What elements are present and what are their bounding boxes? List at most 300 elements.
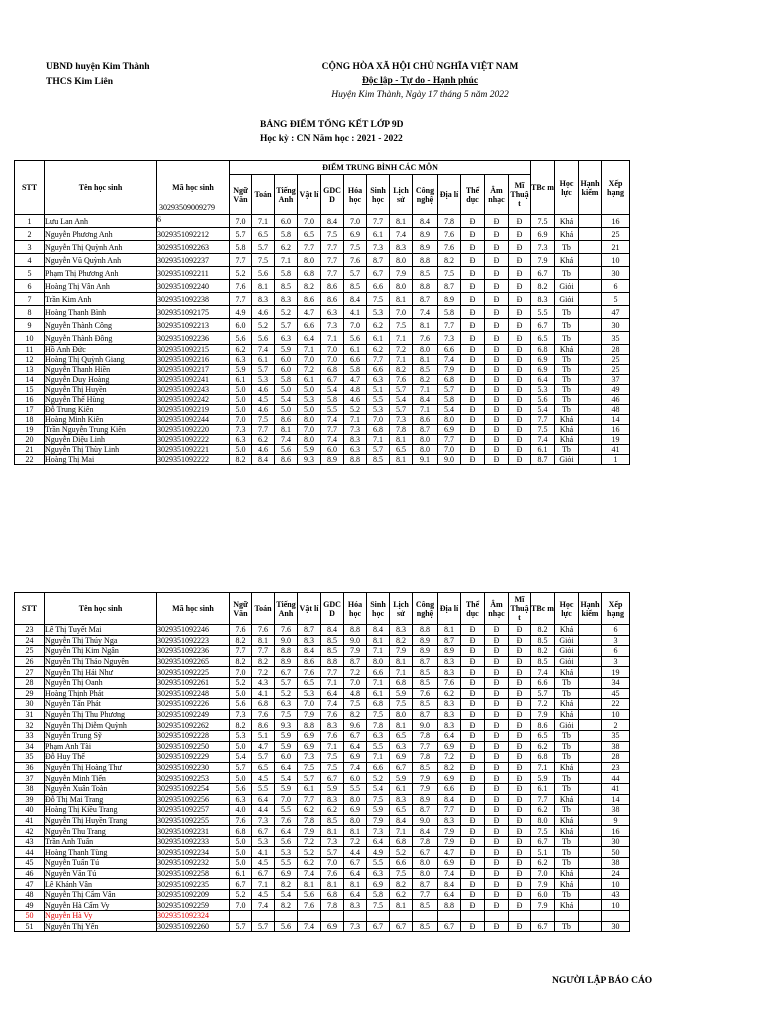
cell-value: 8.9 [413, 794, 438, 805]
cell-value: 6.7 [390, 762, 413, 773]
cell-value: 7.9 [298, 709, 321, 720]
cell-value: Khá [555, 900, 579, 911]
cell-value: 8.2 [531, 280, 555, 293]
cell-value: 9.0 [275, 635, 298, 646]
table-row [15, 280, 630, 293]
cell-value: 6.7 [252, 868, 275, 879]
cell-code: 3029351092260 [157, 921, 230, 932]
cell-name: Lê Khánh Vân [45, 879, 157, 890]
cell-code: 6 30293509009279 [157, 215, 230, 228]
cell-value: 6.9 [367, 879, 390, 890]
cell-value: 5.0 [230, 385, 252, 395]
cell-value: 7.4 [252, 900, 275, 911]
cell-value: 6.4 [344, 868, 367, 879]
cell-code: 3029351092228 [157, 730, 230, 741]
cell-code: 3029351092255 [157, 815, 230, 826]
cell-value [579, 385, 602, 395]
cell-value: 5.3 [230, 730, 252, 741]
cell-value: Đ [509, 699, 531, 710]
cell-code: 3029351092238 [157, 293, 230, 306]
cell-value: 8.1 [390, 656, 413, 667]
cell-value: 7.3 [230, 425, 252, 435]
cell-value: Đ [485, 332, 509, 345]
cell-value: 7.2 [252, 667, 275, 678]
cell-code: 3029351092223 [157, 635, 230, 646]
cell-value: 5.9 [275, 783, 298, 794]
cell-value: 8.2 [390, 879, 413, 890]
cell-value: 5.7 [252, 241, 275, 254]
col-header-stt: STT [15, 161, 45, 215]
cell-stt: 12 [15, 355, 45, 365]
cell-name: Hoàng Thị Mai [45, 455, 157, 465]
cell-value: 4.1 [252, 688, 275, 699]
cell-value: 5.6 [531, 395, 555, 405]
cell-value: 8.5 [413, 365, 438, 375]
cell-value: 5.2 [344, 405, 367, 415]
cell-value: 7.9 [531, 254, 555, 267]
cell-value: 5.5 [275, 805, 298, 816]
table-row [15, 794, 630, 805]
cell-value [579, 730, 602, 741]
col-header-subject: Ngữ Văn [230, 175, 252, 215]
cell-name: Nguyễn Thị Hoàng Thư [45, 762, 157, 773]
cell-value: 6.6 [390, 858, 413, 869]
cell-name: Nguyễn Trung Sỹ [45, 730, 157, 741]
report-signature-label: NGƯỜI LẬP BÁO CÁO [552, 976, 653, 986]
cell-stt: 51 [15, 921, 45, 932]
cell-value: 7.7 [298, 241, 321, 254]
cell-value: Giỏi [555, 635, 579, 646]
cell-value: Đ [509, 826, 531, 837]
cell-value: Đ [509, 836, 531, 847]
cell-value: 5.6 [344, 332, 367, 345]
col-header-subject: GDC D [321, 175, 344, 215]
cell-value: Đ [461, 435, 485, 445]
cell-value [579, 741, 602, 752]
cell-value: 4.1 [344, 306, 367, 319]
cell-value [579, 847, 602, 858]
cell-code: 3029351092234 [157, 847, 230, 858]
cell-name: Đỗ Thị Mai Trang [45, 794, 157, 805]
cell-value: 5.7 [252, 921, 275, 932]
cell-value: 7.1 [367, 435, 390, 445]
col-header-xep-hang: Xếp hạng [602, 593, 630, 625]
cell-value: Giỏi [555, 293, 579, 306]
cell-value: 7.3 [298, 752, 321, 763]
cell-value: Đ [485, 405, 509, 415]
cell-code: 3029351092225 [157, 667, 230, 678]
grade-table-page-1 [14, 160, 630, 465]
header-left [46, 60, 150, 90]
cell-value: 7.5 [321, 228, 344, 241]
table-row [15, 900, 630, 911]
cell-value: Đ [461, 455, 485, 465]
table-row [15, 267, 630, 280]
cell-value: 8.1 [252, 635, 275, 646]
col-header-subject: Địa lí [438, 593, 461, 625]
cell-value: Tb [555, 267, 579, 280]
cell-value: Tb [555, 730, 579, 741]
cell-value: Đ [485, 815, 509, 826]
cell-value: 8.2 [230, 720, 252, 731]
cell-value: Khá [555, 215, 579, 228]
cell-code: 3029351092231 [157, 826, 230, 837]
cell-value: Đ [461, 280, 485, 293]
cell-value: 8.4 [321, 625, 344, 636]
cell-value: 7.7 [438, 319, 461, 332]
cell-value: 5.6 [230, 332, 252, 345]
cell-value: 5.8 [275, 228, 298, 241]
cell-value: 8.7 [413, 656, 438, 667]
cell-value: 8.1 [390, 293, 413, 306]
cell-value: 6.6 [438, 783, 461, 794]
cell-value: 5.7 [230, 921, 252, 932]
cell-value: 6.3 [275, 699, 298, 710]
cell-code: 3029351092241 [157, 375, 230, 385]
cell-value: Tb [555, 319, 579, 332]
cell-value: 6.8 [531, 752, 555, 763]
cell-value: 6.5 [390, 805, 413, 816]
cell-value: Đ [485, 395, 509, 405]
cell-value: 7.0 [275, 794, 298, 805]
cell-value: 7.0 [298, 215, 321, 228]
cell-value: 4.6 [252, 385, 275, 395]
cell-value: Đ [509, 293, 531, 306]
cell-value: 6.7 [367, 267, 390, 280]
col-header-hanh-kiem: Hạnh kiểm [579, 593, 602, 625]
cell-value: Đ [509, 720, 531, 731]
cell-name: Hoàng Thị Quỳnh Giang [45, 355, 157, 365]
cell-value: Đ [461, 730, 485, 741]
table-row [15, 215, 630, 228]
cell-value: Tb [555, 355, 579, 365]
cell-value: Đ [509, 395, 531, 405]
cell-value: 6.6 [367, 280, 390, 293]
cell-value: Đ [509, 847, 531, 858]
cell-value: Đ [509, 365, 531, 375]
cell-value: 8.9 [275, 656, 298, 667]
cell-value: 8.5 [413, 921, 438, 932]
cell-value [252, 911, 275, 922]
cell-value: 4.1 [252, 847, 275, 858]
cell-value: 7.6 [321, 709, 344, 720]
cell-value: 8.1 [390, 455, 413, 465]
cell-stt: 26 [15, 656, 45, 667]
col-header-subject: Địa lí [438, 175, 461, 215]
cell-value: 6.7 [230, 879, 252, 890]
cell-value: 7.6 [230, 625, 252, 636]
cell-code: 3029351092253 [157, 773, 230, 784]
cell-value: Đ [509, 783, 531, 794]
table-row [15, 741, 630, 752]
table-row [15, 625, 630, 636]
cell-name: Nguyễn Thị Yến [45, 921, 157, 932]
cell-value: 8.8 [413, 625, 438, 636]
cell-value: 30 [602, 836, 630, 847]
cell-value: Đ [485, 794, 509, 805]
table-row [15, 332, 630, 345]
cell-value: 8.0 [390, 254, 413, 267]
cell-value: 6.0 [321, 445, 344, 455]
cell-stt: 6 [15, 280, 45, 293]
table-row [15, 752, 630, 763]
cell-value: 7.4 [438, 868, 461, 879]
cell-stt: 14 [15, 375, 45, 385]
table-row [15, 709, 630, 720]
cell-name: Nguyễn Thanh Hiền [45, 365, 157, 375]
cell-code: 3029351092259 [157, 900, 230, 911]
cell-value: 7.8 [321, 900, 344, 911]
cell-value: Đ [485, 280, 509, 293]
cell-value: 28 [602, 752, 630, 763]
cell-value: 8.1 [344, 826, 367, 837]
cell-code: 3029351092265 [157, 656, 230, 667]
cell-value: 7.9 [298, 826, 321, 837]
cell-value: 7.7 [438, 435, 461, 445]
cell-value: Đ [485, 868, 509, 879]
cell-value: 6.9 [438, 858, 461, 869]
cell-value: 7.5 [390, 868, 413, 879]
col-header-subject: Công nghệ [413, 175, 438, 215]
cell-value: Đ [461, 699, 485, 710]
cell-value: 7.7 [413, 741, 438, 752]
cell-value: 7.5 [321, 762, 344, 773]
cell-value: 7.9 [531, 879, 555, 890]
cell-value: 7.5 [438, 267, 461, 280]
cell-name: Nguyễn Thị Thảo Nguyên [45, 656, 157, 667]
cell-value: Đ [485, 699, 509, 710]
cell-value: 5.4 [390, 395, 413, 405]
cell-value: 8.5 [321, 646, 344, 657]
cell-value: 5.3 [531, 385, 555, 395]
cell-value: Đ [509, 415, 531, 425]
cell-value: 7.8 [367, 720, 390, 731]
cell-value: 6.3 [321, 306, 344, 319]
cell-value [275, 911, 298, 922]
cell-name: Nguyễn Tấn Phát [45, 699, 157, 710]
cell-value: Đ [461, 241, 485, 254]
table-row [15, 921, 630, 932]
cell-value: 7.3 [367, 241, 390, 254]
table-row [15, 699, 630, 710]
cell-value: 6.9 [390, 752, 413, 763]
cell-value: 8.3 [321, 794, 344, 805]
cell-value: 6.6 [344, 355, 367, 365]
cell-value: Đ [485, 215, 509, 228]
cell-value: 7.6 [298, 900, 321, 911]
cell-value: 1 [602, 455, 630, 465]
cell-value [230, 911, 252, 922]
cell-value: Khá [555, 762, 579, 773]
cell-value: 8.5 [321, 815, 344, 826]
cell-value: 7.9 [413, 783, 438, 794]
cell-value: 8.6 [275, 455, 298, 465]
cell-value: 8.9 [321, 455, 344, 465]
cell-value: Đ [461, 415, 485, 425]
cell-value: 16 [602, 425, 630, 435]
cell-value: 7.1 [390, 355, 413, 365]
table-row [15, 345, 630, 355]
cell-value: 7.0 [298, 355, 321, 365]
cell-value: 5.9 [321, 783, 344, 794]
cell-value [579, 425, 602, 435]
cell-value: 7.6 [321, 730, 344, 741]
cell-name: Hoàng Thị Kiều Trang [45, 805, 157, 816]
cell-value: Tb [555, 752, 579, 763]
cell-value: 7.2 [298, 365, 321, 375]
cell-value: 7.0 [344, 215, 367, 228]
cell-value: 7.0 [298, 425, 321, 435]
cell-value: 2 [602, 720, 630, 731]
cell-value: 6.8 [390, 836, 413, 847]
cell-value: 8.2 [413, 375, 438, 385]
cell-value: 8.2 [438, 254, 461, 267]
cell-stt: 31 [15, 709, 45, 720]
cell-value: 5.4 [438, 405, 461, 415]
table-row [15, 879, 630, 890]
cell-value: 44 [602, 773, 630, 784]
cell-code: 3029351092216 [157, 355, 230, 365]
cell-value: Đ [485, 345, 509, 355]
cell-value: 5.7 [531, 688, 555, 699]
cell-code: 3029351092237 [157, 254, 230, 267]
cell-value: Đ [461, 365, 485, 375]
cell-value: 8.3 [438, 699, 461, 710]
cell-value: 5.4 [275, 773, 298, 784]
cell-value: 6.2 [275, 241, 298, 254]
cell-value: 8.2 [531, 646, 555, 657]
cell-value: 5.0 [275, 385, 298, 395]
cell-value: Đ [485, 667, 509, 678]
cell-value: 30 [602, 267, 630, 280]
cell-value: Tb [555, 889, 579, 900]
cell-code: 3029351092324 [157, 911, 230, 922]
cell-name: Hoàng Thịnh Phát [45, 688, 157, 699]
cell-value: Đ [485, 677, 509, 688]
table-row [15, 773, 630, 784]
cell-value [579, 826, 602, 837]
cell-value: Đ [485, 783, 509, 794]
cell-value [579, 858, 602, 869]
cell-value: 5.6 [275, 836, 298, 847]
cell-value: 5.1 [252, 730, 275, 741]
cell-value: 8.3 [390, 241, 413, 254]
cell-value: 9.0 [438, 455, 461, 465]
cell-value: Đ [485, 455, 509, 465]
cell-value [438, 911, 461, 922]
cell-value: 7.6 [438, 228, 461, 241]
cell-value: 7.7 [438, 805, 461, 816]
cell-value: 7.6 [438, 677, 461, 688]
cell-value: 7.4 [390, 228, 413, 241]
cell-value: 4.8 [344, 688, 367, 699]
cell-value: 7.1 [344, 415, 367, 425]
cell-value: 7.5 [321, 752, 344, 763]
cell-value: Khá [555, 254, 579, 267]
cell-value: Đ [485, 646, 509, 657]
cell-value: Đ [509, 254, 531, 267]
cell-value: 8.9 [413, 241, 438, 254]
cell-code: 3029351092233 [157, 836, 230, 847]
cell-value: Tb [555, 385, 579, 395]
cell-code: 3029351092175 [157, 306, 230, 319]
cell-value: Đ [461, 709, 485, 720]
cell-value: 4.5 [252, 773, 275, 784]
cell-value: 5.5 [275, 858, 298, 869]
cell-value: 23 [602, 762, 630, 773]
cell-value: 6 [602, 280, 630, 293]
cell-value: Đ [509, 815, 531, 826]
cell-value: 5.0 [230, 405, 252, 415]
cell-value: 7.0 [531, 868, 555, 879]
table-row [15, 720, 630, 731]
cell-value: 6.4 [531, 375, 555, 385]
cell-code: 3029351092246 [157, 625, 230, 636]
cell-value: 8.1 [321, 826, 344, 837]
cell-value: Đ [485, 858, 509, 869]
cell-name: Nguyễn Vũ Quỳnh Anh [45, 254, 157, 267]
cell-value: Đ [461, 625, 485, 636]
cell-value: 7.4 [321, 415, 344, 425]
cell-value: 5.6 [275, 445, 298, 455]
cell-value: 8.1 [298, 879, 321, 890]
cell-value: Đ [485, 375, 509, 385]
cell-value [579, 836, 602, 847]
cell-name: Nguyễn Thị Diễm Quỳnh [45, 720, 157, 731]
cell-value: 6.1 [344, 345, 367, 355]
cell-value: Đ [485, 425, 509, 435]
cell-value [413, 911, 438, 922]
cell-value: 8.2 [390, 635, 413, 646]
cell-value: 6.1 [230, 375, 252, 385]
cell-value: 6.0 [275, 215, 298, 228]
cell-stt: 42 [15, 826, 45, 837]
cell-value: 7.1 [390, 667, 413, 678]
cell-value: Đ [509, 625, 531, 636]
table-row [15, 762, 630, 773]
cell-value: 5.2 [252, 319, 275, 332]
cell-value: Đ [461, 847, 485, 858]
cell-value: Đ [485, 625, 509, 636]
cell-value [579, 773, 602, 784]
cell-value: Đ [485, 656, 509, 667]
cell-value: Đ [485, 319, 509, 332]
cell-value: Đ [461, 868, 485, 879]
cell-value: 5.9 [531, 773, 555, 784]
col-header-xep-hang: Xếp hạng [602, 161, 630, 215]
cell-value: 5.8 [321, 395, 344, 405]
cell-value: 7.7 [367, 355, 390, 365]
cell-value: Đ [509, 656, 531, 667]
col-header-subject: Lịch sử [390, 175, 413, 215]
cell-value: 8.7 [438, 635, 461, 646]
cell-value: 8.1 [413, 355, 438, 365]
cell-value [298, 911, 321, 922]
cell-value: 8.3 [438, 720, 461, 731]
cell-value: Khá [555, 815, 579, 826]
cell-value: 5.0 [230, 445, 252, 455]
cell-value [555, 911, 579, 922]
cell-code: 3029351092240 [157, 280, 230, 293]
cell-value: 6.9 [298, 741, 321, 752]
cell-value: 4.5 [252, 395, 275, 405]
cell-value: 7.8 [413, 752, 438, 763]
cell-value: 7.0 [344, 677, 367, 688]
col-header-code: Mã học sinh [157, 161, 230, 215]
cell-value: 7.5 [344, 241, 367, 254]
col-header-subject: Mĩ Thuậ t [509, 593, 531, 625]
cell-value: 5.3 [298, 688, 321, 699]
